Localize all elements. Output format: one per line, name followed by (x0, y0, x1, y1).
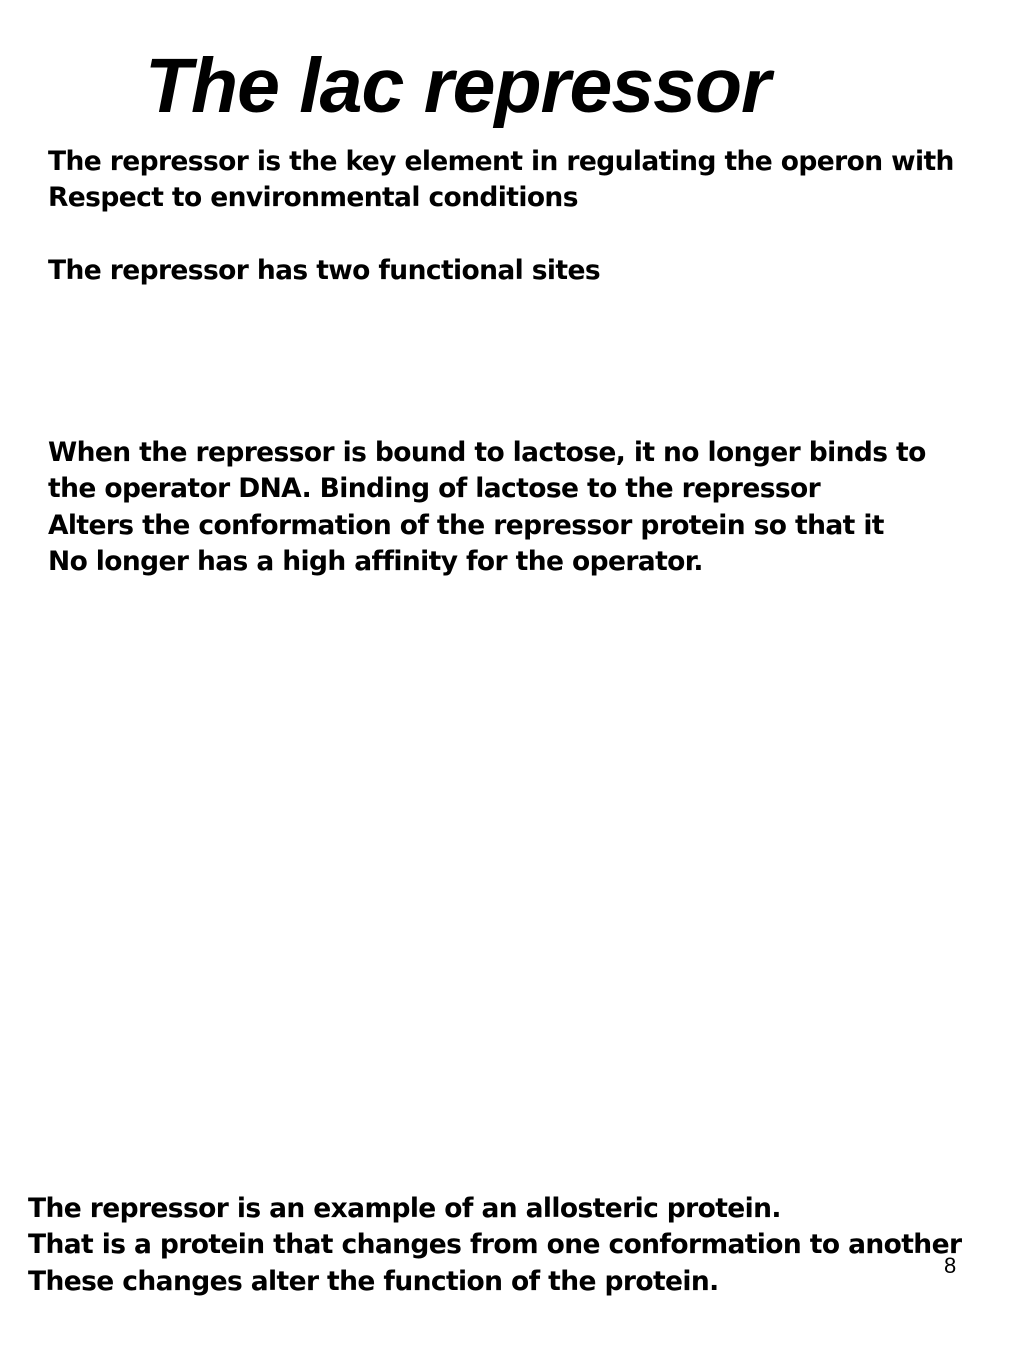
allosteric-line-3: These changes alter the function of the protein. (28, 1265, 719, 1297)
functional-sites-line: The repressor has two functional sites (48, 255, 601, 286)
lactose-line-2: the operator DNA. Binding of lactose to the repressor (48, 473, 821, 505)
intro-line-1: The repressor is the key element in regulating the operon with (48, 146, 954, 177)
functional-sites-paragraph (48, 253, 600, 289)
allosteric-line-2: That is a protein that changes from one conformation to another (28, 1229, 962, 1261)
lactose-binding-paragraph (48, 435, 926, 581)
intro-paragraph (48, 144, 954, 217)
allosteric-paragraph (28, 1191, 961, 1300)
intro-line-2: Respect to environmental conditions (48, 182, 578, 214)
page-number: 8 (944, 1253, 957, 1278)
allosteric-line-1: The repressor is an example of an allosteric protein. (28, 1193, 781, 1224)
slide-title: The lac repressor (145, 43, 770, 129)
lactose-line-4: No longer has a high affinity for the operator. (48, 546, 703, 578)
lactose-line-1: When the repressor is bound to lactose, it no longer binds to (48, 437, 926, 468)
lactose-line-3: Alters the conformation of the repressor protein so that it (48, 509, 884, 541)
